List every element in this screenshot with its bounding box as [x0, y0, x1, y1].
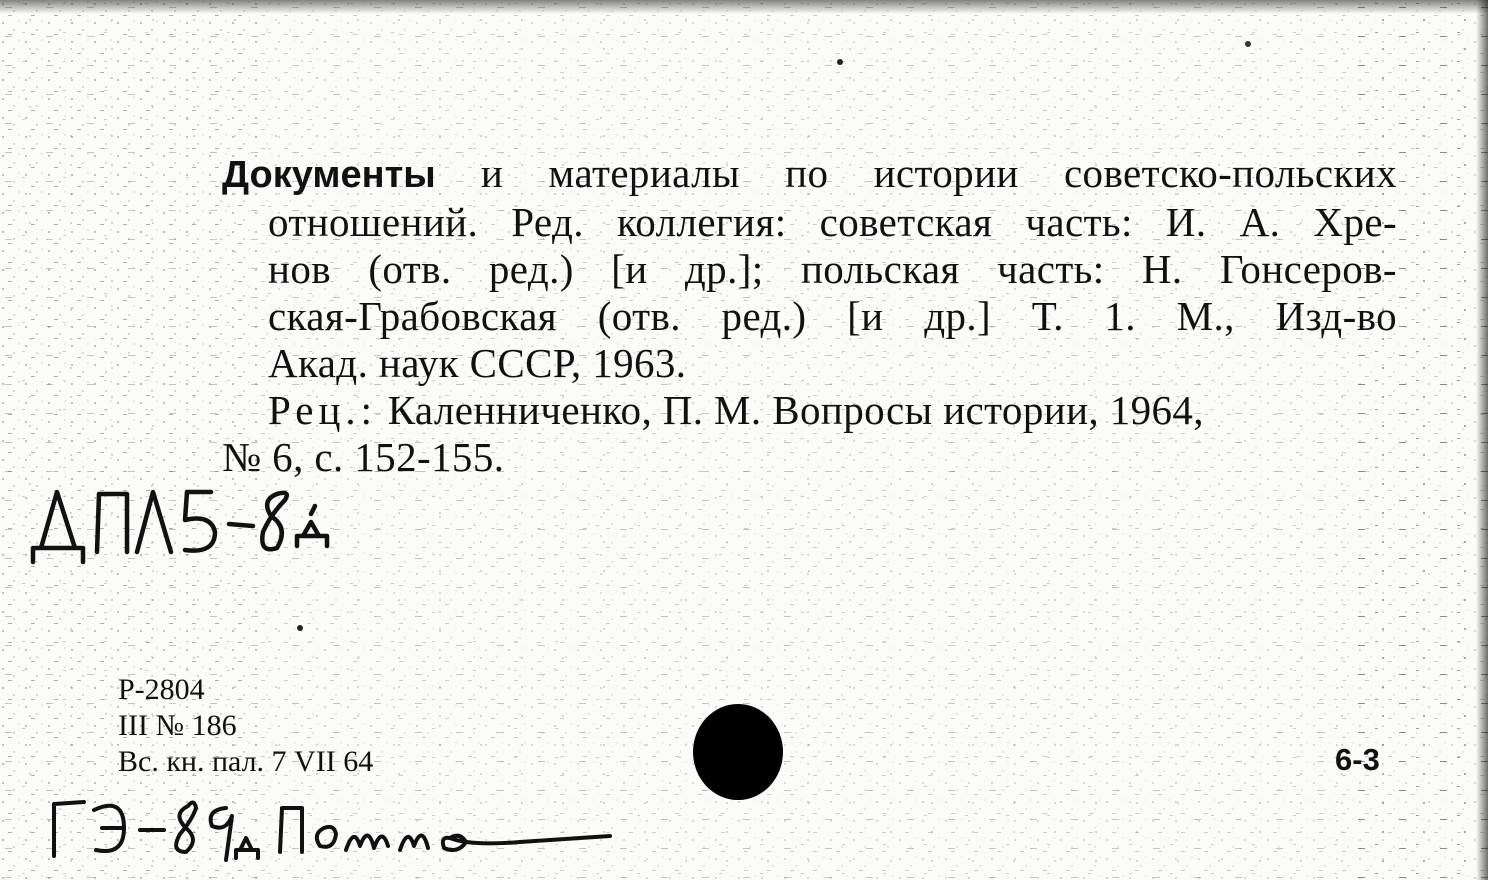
- entry-line-2: отношений. Ред. коллегия: советская часть: И. А. Хре-: [268, 199, 1397, 245]
- meta-number: III № 186: [118, 709, 237, 742]
- entry-line-1: [222, 150, 1397, 199]
- review-text: Каленниченко, П. М. Вопросы истории, 1964,: [377, 387, 1204, 433]
- punch-hole: [693, 704, 783, 800]
- entry-line-3: нов (отв. ред.) [и др.]; польская часть: Н. Гонсеров-: [268, 246, 1397, 292]
- review-line-2: № 6, с. 152-155.: [222, 434, 505, 480]
- meta-chamber: Вс. кн. пал. 7 VII 64: [118, 745, 374, 778]
- review-line: [222, 387, 1397, 434]
- handwritten-shelf-mark: [15, 470, 345, 580]
- entry-line-5: Акад. наук СССР, 1963.: [268, 340, 687, 386]
- card-meta: [118, 672, 373, 780]
- handwritten-bottom-note: [40, 780, 640, 875]
- card-right-edge-shadow: [1476, 0, 1488, 880]
- card-top-edge-shadow: [0, 0, 1488, 14]
- entry-heading: Документы: [222, 154, 436, 196]
- card-number: 6-3: [1335, 742, 1380, 777]
- entry-title-start: и материалы по истории советско-польских: [435, 150, 1397, 196]
- entry-line-4: ская-Грабовская (отв. ред.) [и др.] Т. 1. М., Изд-во: [268, 293, 1397, 339]
- bibliographic-entry: [222, 150, 1397, 481]
- meta-code: Р-2804: [118, 673, 205, 706]
- review-label: Рец.:: [268, 387, 378, 433]
